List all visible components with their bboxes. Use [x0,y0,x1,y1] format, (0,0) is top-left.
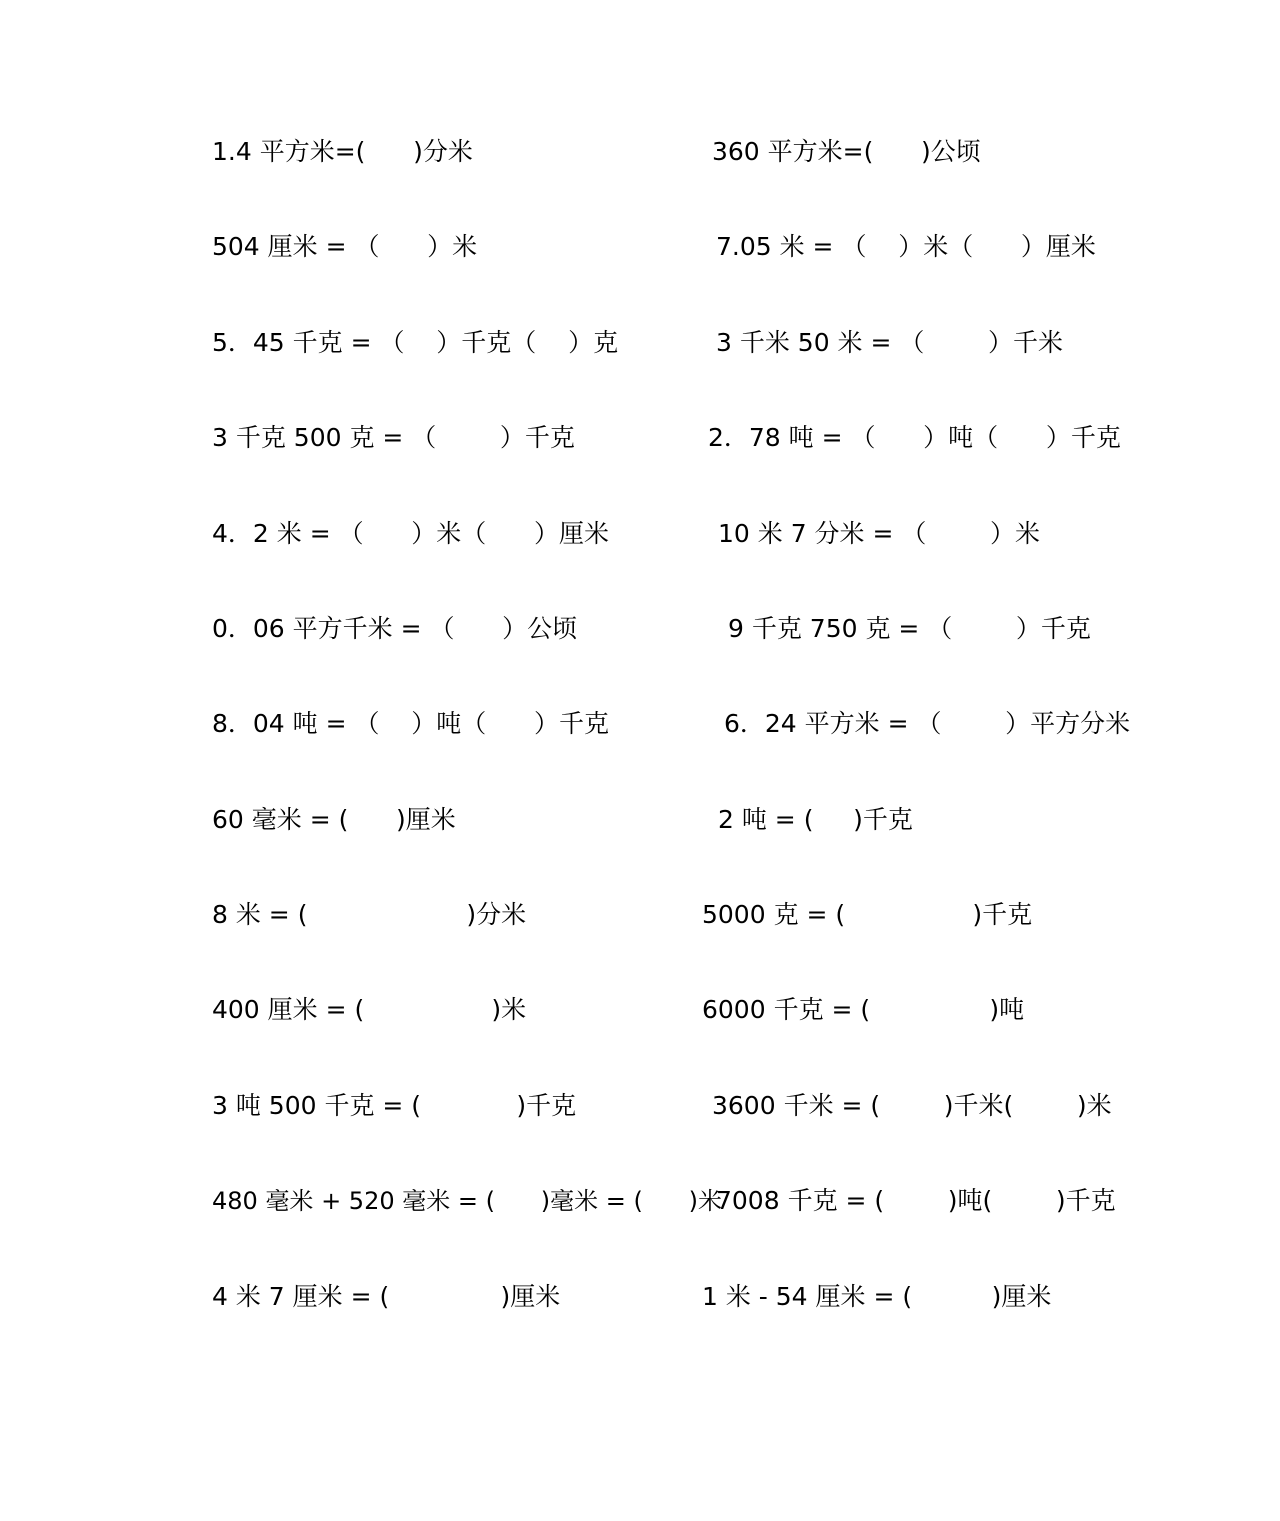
problem-left-2: 504 厘米 = （ ）米 [212,232,478,261]
problem-left-8: 60 毫米 = ( )厘米 [212,805,456,834]
problem-left-6: 0．06 平方千米 = （ ）公顷 [212,614,578,643]
problem-left-3: 5．45 千克 = （ ）千克（ ）克 [212,328,619,357]
problem-left-7: 8．04 吨 = （ ）吨（ ）千克 [212,709,609,738]
problem-right-7: 6．24 平方米 = （ ）平方分米 [724,709,1131,738]
problem-right-10: 6000 千克 = ( )吨 [702,995,1025,1024]
problem-right-2: 7.05 米 = （ ）米（ ）厘米 [716,232,1096,261]
problem-right-11: 3600 千米 = ( )千米( )米 [712,1091,1112,1120]
problem-left-12: 480 毫米 + 520 毫米 = ( )毫米 = ( )米 [212,1187,722,1215]
problem-right-1: 360 平方米=( )公顷 [712,137,981,166]
problem-right-3: 3 千米 50 米 = （ ）千米 [716,328,1063,357]
problem-right-9: 5000 克 = ( )千克 [702,900,1033,929]
problem-right-4: 2．78 吨 = （ ）吨（ ）千克 [708,423,1121,452]
problem-left-13: 4 米 7 厘米 = ( )厘米 [212,1282,561,1311]
problem-left-5: 4．2 米 = （ ）米（ ）厘米 [212,519,609,548]
problem-right-13: 1 米 - 54 厘米 = ( )厘米 [702,1282,1052,1311]
problem-right-12: 7008 千克 = ( )吨( )千克 [716,1186,1116,1215]
problem-left-1: 1.4 平方米=( )分米 [212,137,473,166]
problem-left-4: 3 千克 500 克 = （ ）千克 [212,423,575,452]
problem-right-8: 2 吨 = ( )千克 [718,805,913,834]
problem-left-10: 400 厘米 = ( )米 [212,995,527,1024]
problem-left-9: 8 米 = ( )分米 [212,900,527,929]
problem-right-5: 10 米 7 分米 = （ ）米 [718,519,1040,548]
problem-left-11: 3 吨 500 千克 = ( )千克 [212,1091,577,1120]
problem-right-6: 9 千克 750 克 = （ ）千克 [728,614,1091,643]
